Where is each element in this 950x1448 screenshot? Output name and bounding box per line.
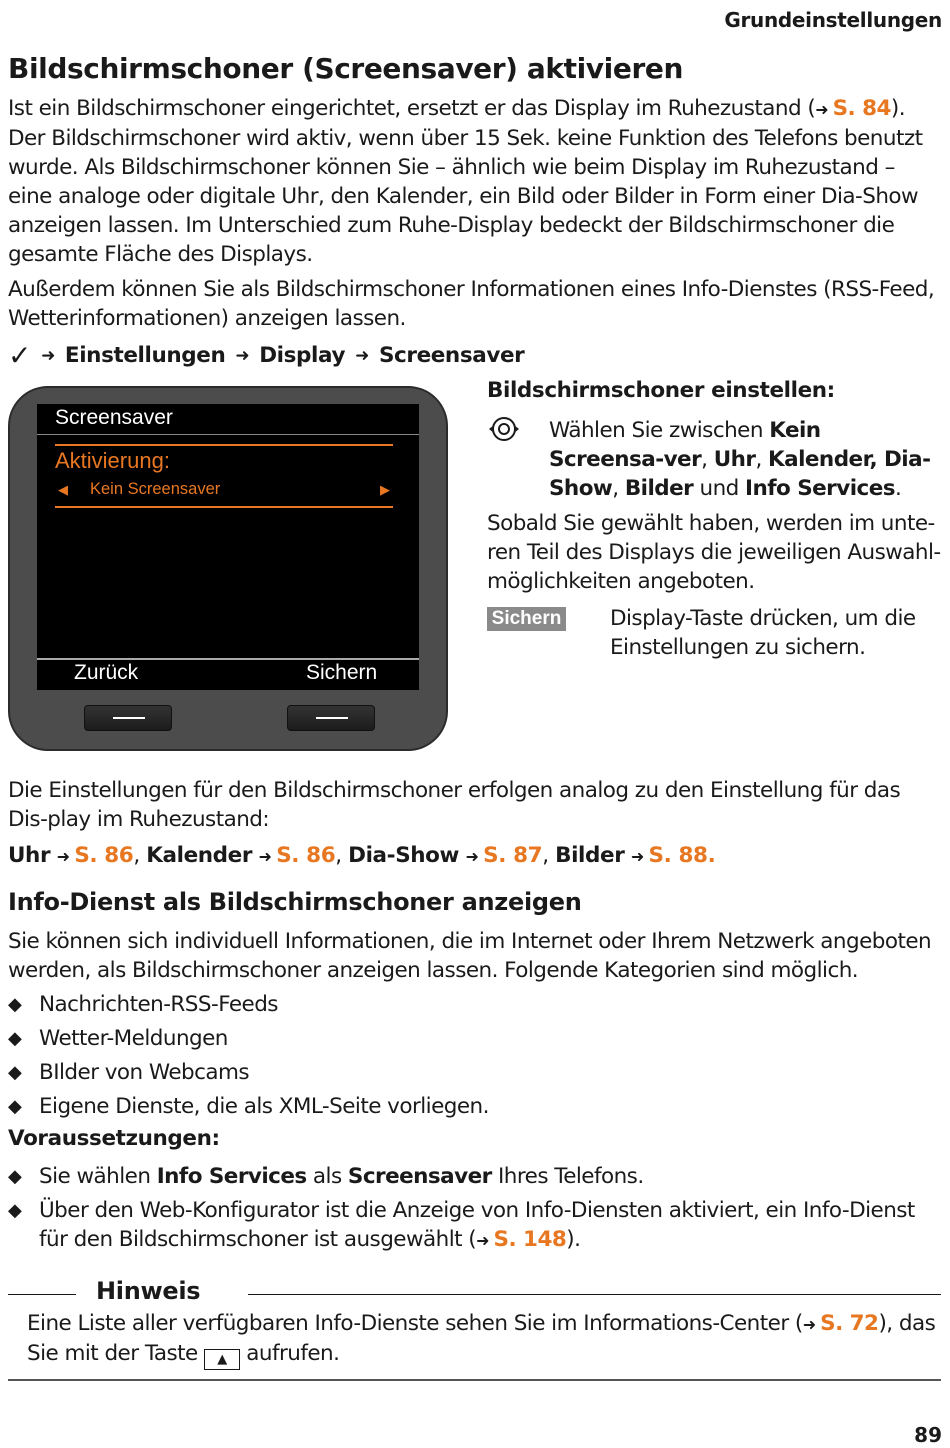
rss-paragraph: Außerdem können Sie als Bildschirmschoner Informationen eines Info-Dienstes (RSS-Feed, Wetterinformationen) anzeigen lassen.: [8, 277, 935, 331]
note-rule-right: [248, 1294, 941, 1295]
list-item: ◆ Wetter-Meldungen: [8, 1026, 228, 1051]
page-reference-link[interactable]: S. 84: [832, 96, 891, 121]
orange-divider-top: [55, 444, 393, 446]
note-rule-bottom: [8, 1379, 941, 1381]
diamond-bullet-icon: ◆: [8, 994, 22, 1015]
screensaver-selector[interactable]: Kein Screensaver: [90, 480, 221, 498]
nav-item-screensaver: Screensaver: [378, 343, 525, 368]
navigation-key-icon: [487, 414, 521, 448]
note-title: Hinweis: [96, 1277, 201, 1305]
arrow-right-icon[interactable]: ▶: [380, 482, 390, 497]
info-center-key-icon: ▲: [204, 1349, 240, 1370]
section-subtitle: Info-Dienst als Bildschirmschoner anzeigen: [8, 888, 582, 916]
page-reference-link[interactable]: S. 148: [493, 1227, 567, 1252]
list-item: ◆ BIlder von Webcams: [8, 1060, 250, 1085]
list-item: ◆ Eigene Dienste, die als XML-Seite vorliegen.: [8, 1094, 489, 1119]
section-header: Grundeinstellungen: [724, 8, 942, 32]
phone-display: [37, 404, 419, 690]
right-display-key[interactable]: [287, 705, 375, 731]
diamond-bullet-icon: ◆: [8, 1028, 22, 1049]
screen-title: Screensaver: [55, 406, 173, 429]
requirements-heading: Voraussetzungen:: [8, 1126, 220, 1151]
left-display-key[interactable]: [84, 705, 172, 731]
orange-divider-bottom: [55, 506, 393, 508]
list-item: ◆ Nachrichten-RSS-Feeds: [8, 992, 278, 1017]
activation-label: Aktivierung:: [55, 448, 170, 473]
sichern-key-label: Sichern: [487, 607, 566, 631]
diamond-bullet-icon: ◆: [8, 1200, 22, 1221]
diamond-bullet-icon: ◆: [8, 1166, 22, 1187]
diamond-bullet-icon: ◆: [8, 1096, 22, 1117]
references-line: Uhr ➜ S. 86, Kalender ➜ S. 86, Dia-Show ➜ S. 87, Bilder ➜ S. 88.: [8, 843, 716, 868]
settings-heading: Bildschirmschoner einstellen:: [487, 378, 835, 403]
analog-paragraph: Die Einstellungen für den Bildschirmschoner erfolgen analog zu den Einstellung für das Dis-play im Ruhezustand:: [8, 778, 901, 832]
selection-instructions: Wählen Sie zwischen Kein Screensa-ver, Uhr, Kalender, Dia-Show, Bilder und Info Services.: [549, 418, 931, 501]
page-title: Bildschirmschoner (Screensaver) aktivieren: [8, 52, 683, 85]
nav-item-display: Display: [259, 343, 346, 368]
selection-note: Sobald Sie gewählt haben, werden im unte-ren Teil des Displays die jeweiligen Auswahl-möglichkeiten angeboten.: [487, 511, 941, 594]
screen-title-divider: [37, 434, 419, 435]
note-rule-left: [8, 1294, 76, 1295]
requirement-item: ◆ Sie wählen Info Services als Screensaver Ihres Telefons.: [8, 1164, 644, 1189]
info-paragraph: Sie können sich individuell Informationen, die im Internet oder Ihrem Netzwerk angeboten werden, als Bildschirmschoner anzeigen lassen. Folgende Kategorien sind möglich.: [8, 929, 932, 983]
arrow-icon: ➜: [41, 345, 55, 366]
arrow-icon: ➜: [235, 345, 250, 366]
page-reference-link[interactable]: S. 86: [276, 843, 336, 868]
page-reference-link[interactable]: S. 87: [483, 843, 543, 868]
menu-navigation-path: [8, 339, 524, 372]
page-reference-link[interactable]: S. 86: [74, 843, 134, 868]
nav-item-einstellungen: Einstellungen: [64, 343, 226, 368]
sichern-key-description: Display-Taste drücken, um die Einstellungen zu sichern.: [610, 606, 916, 660]
checkmark-icon: ✓: [8, 339, 32, 372]
arrow-icon: ➜: [355, 345, 369, 366]
softkey-save[interactable]: Sichern: [306, 661, 378, 684]
requirement-item: ◆ Über den Web-Konfigurator ist die Anzeige von Info-Diensten aktiviert, ein Info-Dienst für den Bildschirmschoner ist ausgewählt (➜ S. 148).: [8, 1196, 943, 1255]
softkey-back[interactable]: Zurück: [74, 661, 139, 684]
page-reference-link[interactable]: S. 72: [820, 1311, 879, 1336]
diamond-bullet-icon: ◆: [8, 1062, 22, 1083]
arrow-left-icon[interactable]: ◀: [58, 482, 68, 497]
note-text: Eine Liste aller verfügbaren Info-Dienste sehen Sie im Informations-Center (➜ S. 72), das Sie mit der Taste ▲ aufrufen.: [27, 1309, 937, 1370]
page-number: 89: [914, 1423, 942, 1447]
page-reference-link[interactable]: S. 88.: [648, 843, 716, 868]
intro-paragraph: Ist ein Bildschirmschoner eingerichtet, ersetzt er das Display im Ruhezustand (➜ S. 84). Der Bildschirmschoner wird aktiv, wenn über 15 Sek. keine Funktion des Telefons benutzt wurde. Als Bildschirmschoner können Sie – ähnlich wie beim Display im Ruhezustand – eine analoge oder digitale Uhr, den Kalender, ein Bild oder Bilder in Form einer Dia-Show anzeigen lassen. Im Unterschied zum Ruhe-Display bedeckt der Bildschirmschoner die gesamte Fläche des Displays.: [8, 96, 923, 267]
